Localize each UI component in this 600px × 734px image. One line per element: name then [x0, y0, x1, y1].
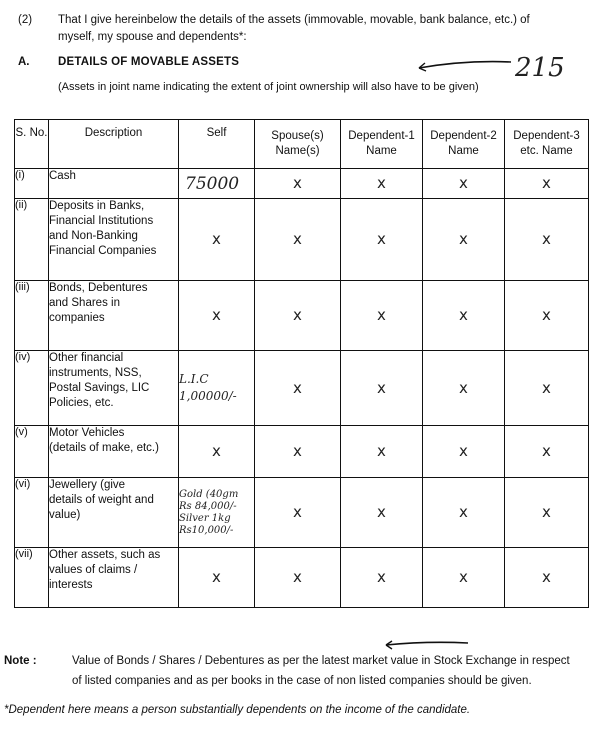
- cross-cell: [423, 199, 505, 281]
- handwritten-cross-mark: x: [377, 306, 386, 324]
- cross-cell: [505, 169, 589, 199]
- note-line-2: of listed companies and as per books in the case of non listed companies should be given.: [72, 675, 532, 687]
- row-description: [49, 478, 179, 548]
- table-row: [15, 478, 589, 548]
- handwritten-cross-mark: x: [212, 306, 221, 324]
- handwritten-self-value: Rs10,000/-: [179, 524, 234, 536]
- row-serial-number: (v): [15, 426, 49, 478]
- description-line: values of claims /: [49, 564, 138, 576]
- cross-cell: [255, 281, 341, 351]
- handwritten-cross-mark: x: [293, 568, 302, 586]
- intro-text-line-1: That I give hereinbelow the details of the assets (immovable, movable, bank balance, etc.) of: [58, 14, 530, 26]
- description-line: Deposits in Banks,: [49, 200, 145, 212]
- description-line: details of weight and: [49, 494, 154, 506]
- handwritten-cross-mark: x: [459, 174, 468, 192]
- handwritten-cross-mark: x: [542, 503, 551, 521]
- cross-cell: [423, 478, 505, 548]
- handwritten-cross-mark: x: [377, 568, 386, 586]
- table-row: [15, 548, 589, 608]
- self-value-cell: [179, 548, 255, 608]
- table-header-row: [15, 120, 589, 169]
- handwritten-cross-mark: x: [542, 442, 551, 460]
- handwritten-cross-mark: x: [293, 442, 302, 460]
- handwritten-cross-mark: x: [459, 442, 468, 460]
- movable-assets-table: [14, 119, 589, 608]
- cross-cell: [505, 548, 589, 608]
- col-header-self: Self: [179, 120, 255, 169]
- handwritten-cross-mark: x: [459, 306, 468, 324]
- table-row: [15, 351, 589, 426]
- handwritten-cross-mark: x: [293, 230, 302, 248]
- handwritten-self-value: Gold (40gm: [179, 488, 239, 500]
- handwritten-cross-mark: x: [377, 378, 386, 397]
- cross-cell: [505, 478, 589, 548]
- note-label: Note :: [4, 655, 37, 667]
- table-row: [15, 169, 589, 199]
- cross-cell: [341, 548, 423, 608]
- handwritten-cross-mark: x: [293, 306, 302, 324]
- handwritten-cross-mark: x: [542, 378, 551, 397]
- cross-cell: [505, 281, 589, 351]
- col-header-description: Description: [49, 120, 179, 169]
- cross-cell: [341, 199, 423, 281]
- self-value-cell: [179, 351, 255, 426]
- row-serial-number: (iii): [15, 281, 49, 351]
- intro-text-line-2: myself, my spouse and dependents*:: [58, 31, 247, 43]
- table-row: [15, 199, 589, 281]
- section-letter: A.: [18, 56, 30, 68]
- cross-cell: [341, 281, 423, 351]
- self-value-cell: [179, 281, 255, 351]
- table-row: [15, 426, 589, 478]
- handwritten-cross-mark: x: [212, 568, 221, 586]
- cross-cell: [505, 426, 589, 478]
- description-line: Financial Institutions: [49, 215, 154, 227]
- handwritten-self-value: 1,00000/-: [179, 389, 237, 403]
- description-line: companies: [49, 312, 105, 324]
- row-description: [49, 281, 179, 351]
- description-line: Bonds, Debentures: [49, 282, 148, 294]
- cross-cell: [423, 426, 505, 478]
- self-value-cell: [179, 478, 255, 548]
- row-description: [49, 169, 179, 199]
- description-line: and Shares in: [49, 297, 120, 309]
- cross-cell: [255, 199, 341, 281]
- description-line: Financial Companies: [49, 245, 157, 257]
- handwritten-cross-mark: x: [293, 378, 302, 397]
- description-line: interests: [49, 579, 93, 591]
- cross-cell: [255, 426, 341, 478]
- col-header-dependent-2: Dependent-2 Name: [423, 120, 505, 169]
- description-line: value): [49, 509, 81, 521]
- section-note: (Assets in joint name indicating the extent of joint ownership will also have to be given): [58, 81, 479, 93]
- handwritten-arrow-bottom: [382, 637, 472, 651]
- handwritten-cross-mark: x: [459, 568, 468, 586]
- row-serial-number: (ii): [15, 199, 49, 281]
- description-line: Jewellery (give: [49, 479, 126, 491]
- cross-cell: [255, 169, 341, 199]
- handwritten-cross-mark: x: [293, 174, 302, 192]
- description-line: Postal Savings, LIC: [49, 382, 150, 394]
- description-line: instruments, NSS,: [49, 367, 142, 379]
- row-description: [49, 199, 179, 281]
- cross-cell: [341, 351, 423, 426]
- cross-cell: [423, 169, 505, 199]
- handwritten-cross-mark: x: [459, 503, 468, 521]
- item-number: (2): [18, 14, 33, 26]
- handwritten-arrow-top: [415, 56, 515, 76]
- cross-cell: [423, 548, 505, 608]
- row-description: [49, 351, 179, 426]
- handwritten-cross-mark: x: [212, 230, 221, 248]
- cross-cell: [423, 281, 505, 351]
- description-line: Cash: [49, 170, 76, 182]
- description-line: (details of make, etc.): [49, 442, 159, 454]
- description-line: and Non-Banking: [49, 230, 138, 242]
- row-description: [49, 548, 179, 608]
- handwritten-self-value: L.I.C: [179, 372, 209, 386]
- handwritten-self-value: 75000: [185, 173, 240, 194]
- handwritten-self-value: Silver 1kg: [179, 512, 231, 524]
- self-value-cell: [179, 426, 255, 478]
- col-header-dependent-3: Dependent-3 etc. Name: [505, 120, 589, 169]
- section-title: DETAILS OF MOVABLE ASSETS: [58, 56, 240, 68]
- dependent-definition-note: *Dependent here means a person substantially dependents on the income of the candidate.: [4, 704, 471, 716]
- handwritten-cross-mark: x: [542, 568, 551, 586]
- cross-cell: [505, 351, 589, 426]
- row-serial-number: (iv): [15, 351, 49, 426]
- handwritten-cross-mark: x: [377, 230, 386, 248]
- handwritten-cross-mark: x: [377, 174, 386, 192]
- handwritten-cross-mark: x: [542, 230, 551, 248]
- handwritten-cross-mark: x: [459, 378, 468, 397]
- self-value-cell: [179, 199, 255, 281]
- col-header-sno: S. No.: [15, 120, 49, 169]
- row-description: [49, 426, 179, 478]
- handwritten-cross-mark: x: [459, 230, 468, 248]
- description-line: Other assets, such as: [49, 549, 161, 561]
- description-line: Policies, etc.: [49, 397, 114, 409]
- col-header-dependent-1: Dependent-1 Name: [341, 120, 423, 169]
- self-value-cell: [179, 169, 255, 199]
- cross-cell: [341, 478, 423, 548]
- col-header-spouse: Spouse(s) Name(s): [255, 120, 341, 169]
- cross-cell: [341, 169, 423, 199]
- handwritten-cross-mark: x: [377, 503, 386, 521]
- handwritten-cross-mark: x: [377, 442, 386, 460]
- cross-cell: [505, 199, 589, 281]
- cross-cell: [255, 351, 341, 426]
- description-line: Other financial: [49, 352, 124, 364]
- handwritten-self-value: Rs 84,000/-: [179, 500, 237, 512]
- handwritten-cross-mark: x: [212, 442, 221, 460]
- row-serial-number: (i): [15, 169, 49, 199]
- handwritten-cross-mark: x: [542, 174, 551, 192]
- handwritten-cross-mark: x: [542, 306, 551, 324]
- handwritten-cross-mark: x: [293, 503, 302, 521]
- handwritten-page-number: 215: [515, 53, 565, 83]
- cross-cell: [255, 548, 341, 608]
- description-line: Motor Vehicles: [49, 427, 125, 439]
- note-line-1: Value of Bonds / Shares / Debentures as per the latest market value in Stock Exchange in respect: [72, 655, 570, 667]
- cross-cell: [255, 478, 341, 548]
- row-serial-number: (vii): [15, 548, 49, 608]
- cross-cell: [341, 426, 423, 478]
- cross-cell: [423, 351, 505, 426]
- table-row: [15, 281, 589, 351]
- row-serial-number: (vi): [15, 478, 49, 548]
